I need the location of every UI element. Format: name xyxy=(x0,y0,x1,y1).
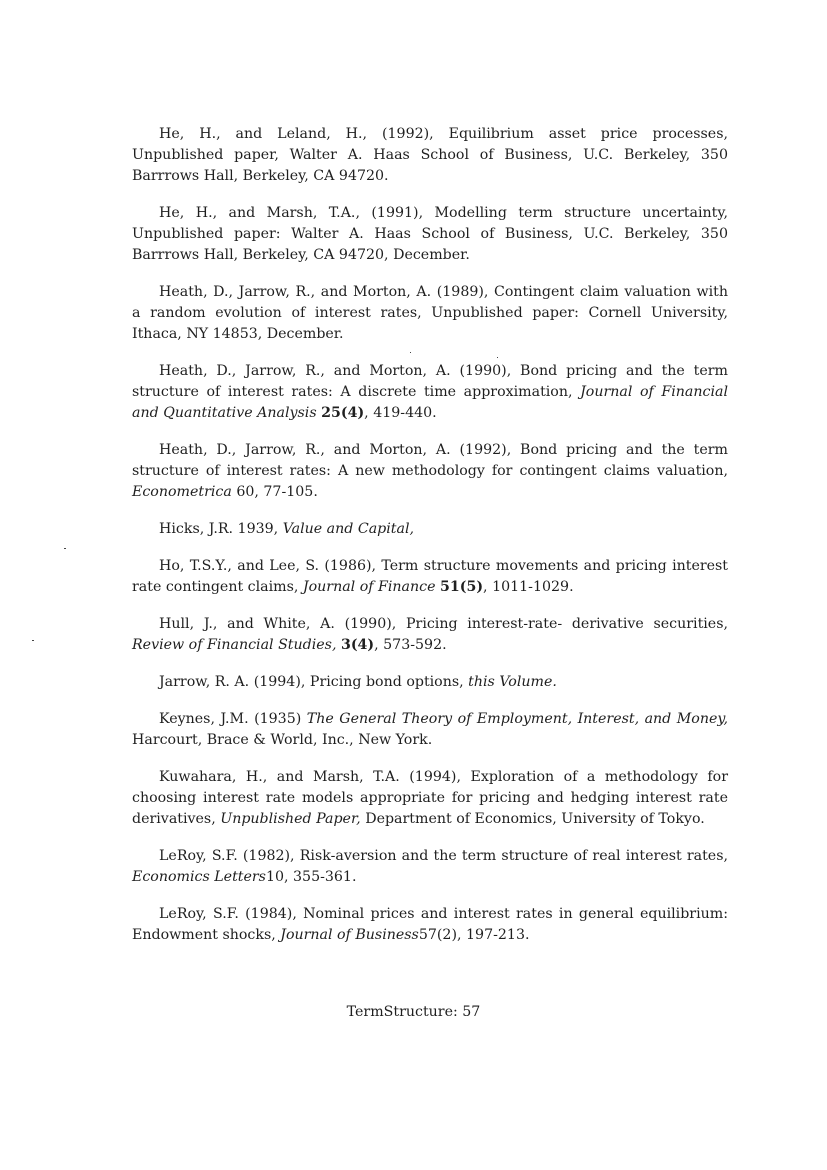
reference-text: , 419-440. xyxy=(364,405,437,421)
reference-volume-bold: 3(4) xyxy=(340,637,375,653)
reference-text: Keynes, J.M. (1935) xyxy=(159,711,307,727)
reference-text: 57(2), 197-213. xyxy=(418,927,530,943)
reference-entry xyxy=(132,614,728,656)
reference-entry xyxy=(132,672,728,693)
reference-title-italic: Value and Capital, xyxy=(282,521,414,537)
scan-speck xyxy=(32,640,34,641)
reference-text: He, H., and Leland, H., (1992), Equilibrium asset price processes, Unpublished paper, Walter A. Haas School of Business, U.C. Berkeley, 350 Barrrows Hall, Berkeley, CA 94720. xyxy=(132,126,728,184)
scan-speck xyxy=(497,357,498,358)
reference-text: Ho, T.S.Y., and Lee, S. (1986), Term structure movements and pricing interest rate contingent claims, xyxy=(132,558,728,595)
reference-entry xyxy=(132,709,728,751)
reference-entry xyxy=(132,361,728,424)
reference-text: Harcourt, Brace & World, Inc., New York. xyxy=(132,732,433,748)
reference-text: , 573-592. xyxy=(374,637,447,653)
reference-title-italic: Journal of Finance xyxy=(302,579,436,595)
reference-text: He, H., and Marsh, T.A., (1991), Modelling term structure uncertainty, Unpublished paper: Walter A. Haas School of Business, U.C. Berkeley, 350 Barrrows Hall, Berkeley, CA 94720, December. xyxy=(132,205,728,263)
reference-text: Jarrow, R. A. (1994), Pricing bond options, xyxy=(159,674,469,690)
reference-text: LeRoy, S.F. (1982), Risk-aversion and the term structure of real interest rates, xyxy=(159,848,728,864)
reference-title-italic: Economics Letters xyxy=(132,869,266,885)
reference-entry xyxy=(132,767,728,830)
reference-title-italic: Journal of Business xyxy=(280,927,419,943)
reference-text: Hicks, J.R. 1939, xyxy=(159,521,283,537)
reference-title-italic: this Volume. xyxy=(468,674,557,690)
reference-text: 10, 355-361. xyxy=(265,869,357,885)
reference-title-italic: Review of Financial Studies, xyxy=(132,637,337,653)
reference-entry xyxy=(132,556,728,598)
reference-title-italic: Journal of Financial and Quantitative Analysis xyxy=(132,384,728,421)
reference-text: Hull, J., and White, A. (1990), Pricing interest-rate- derivative securities, xyxy=(159,616,728,632)
reference-text: Heath, D., Jarrow, R., and Morton, A. (1989), Contingent claim valuation with a random evolution of interest rates, Unpublished paper: Cornell University, Ithaca, NY 14853, December. xyxy=(132,284,728,342)
reference-title-italic: The General Theory of Employment, Interest, and Money, xyxy=(306,711,728,727)
reference-text: Department of Economics, University of Tokyo. xyxy=(360,811,705,827)
reference-entry xyxy=(132,904,728,946)
reference-title-italic: Econometrica xyxy=(132,484,232,500)
reference-text: Heath, D., Jarrow, R., and Morton, A. (1992), Bond pricing and the term structure of interest rates: A new methodology for contingent claims valuation, xyxy=(132,442,728,479)
reference-title-italic: Unpublished Paper, xyxy=(220,811,361,827)
scan-speck xyxy=(64,548,66,549)
reference-volume-bold: 51(5) xyxy=(440,579,484,595)
reference-entry xyxy=(132,519,728,540)
reference-text: LeRoy, S.F. (1984), Nominal prices and interest rates in general equilibrium: Endowment shocks, xyxy=(132,906,728,943)
reference-entry xyxy=(132,440,728,503)
reference-text: 60, 77-105. xyxy=(231,484,318,500)
reference-entry xyxy=(132,282,728,345)
reference-list xyxy=(132,124,728,962)
reference-entry xyxy=(132,203,728,266)
page-footer xyxy=(0,1002,827,1022)
reference-volume-bold: 25(4) xyxy=(321,405,365,421)
reference-text: Kuwahara, H., and Marsh, T.A. (1994), Exploration of a methodology for choosing interest rate models appropriate for pricing and hedging interest rate derivatives, xyxy=(132,769,728,827)
scan-speck xyxy=(410,352,411,353)
page-number-label: TermStructure: 57 xyxy=(346,1004,481,1020)
reference-entry xyxy=(132,846,728,888)
reference-entry xyxy=(132,124,728,187)
reference-text: , 1011-1029. xyxy=(483,579,574,595)
reference-text: Heath, D., Jarrow, R., and Morton, A. (1990), Bond pricing and the term structure of interest rates: A discrete time approximation, xyxy=(132,363,728,400)
